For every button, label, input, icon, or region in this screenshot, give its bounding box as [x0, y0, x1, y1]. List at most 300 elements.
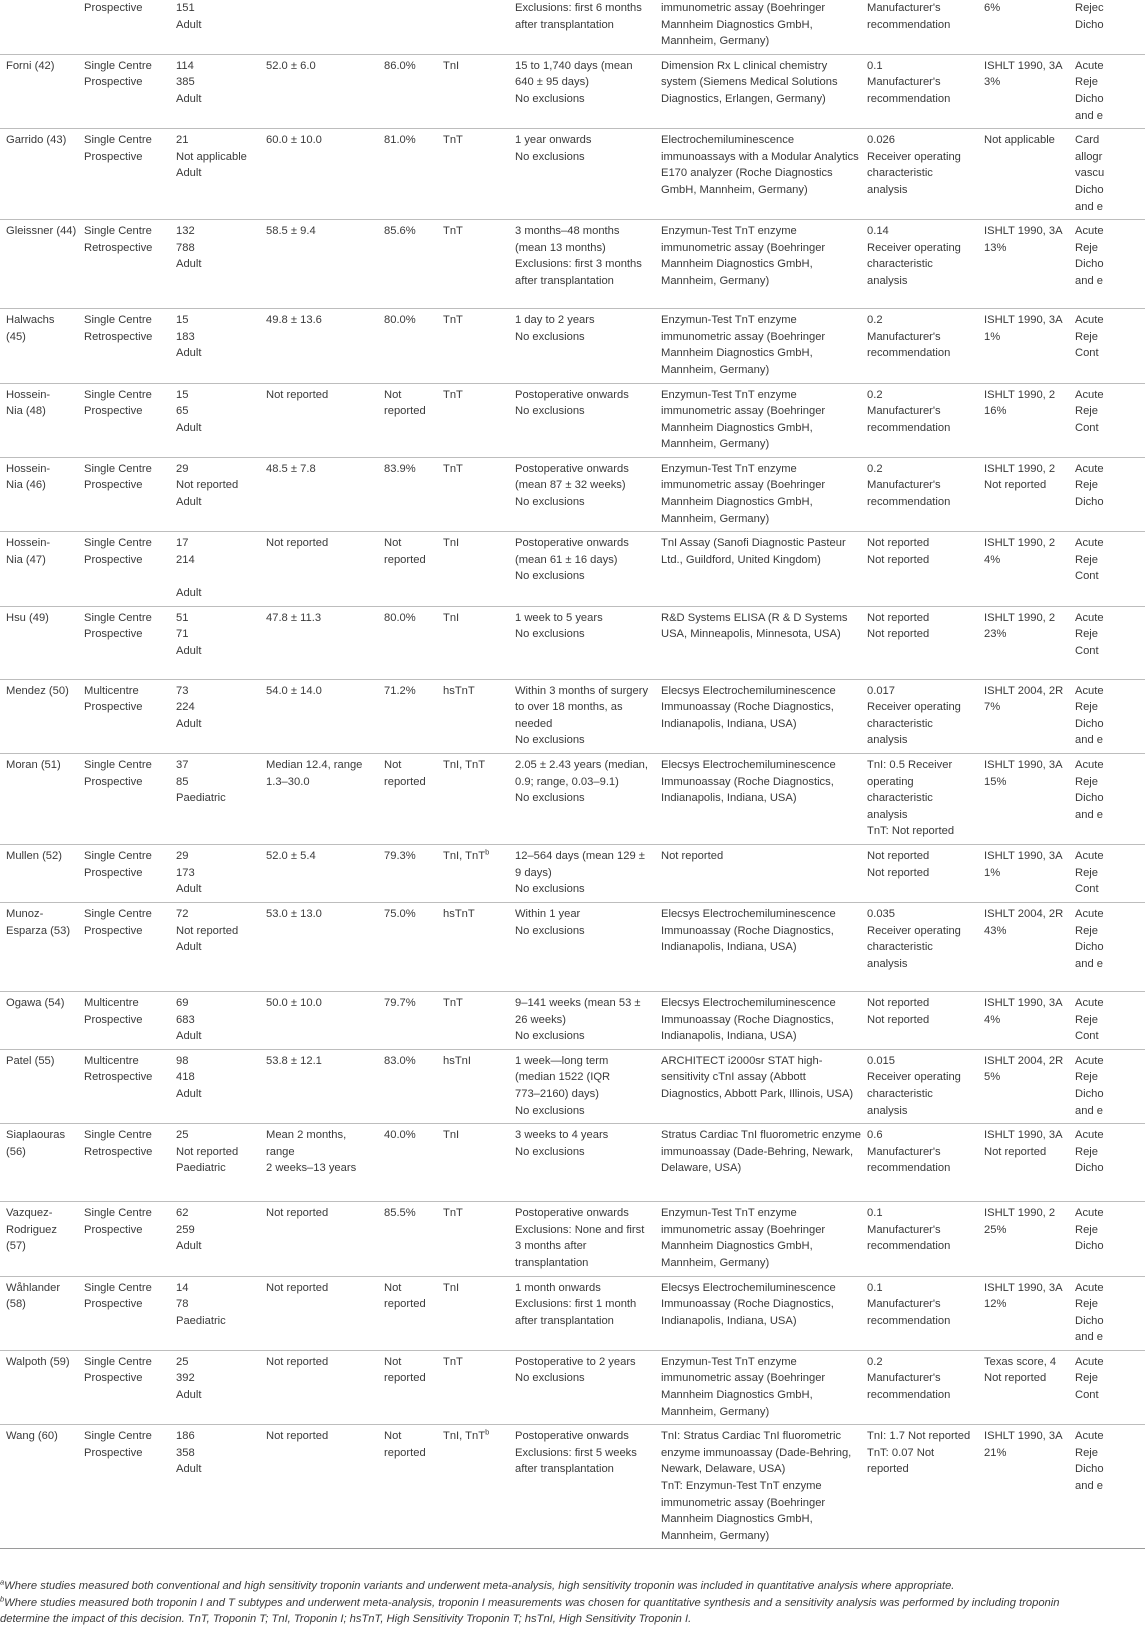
cell-line: Single Centre	[84, 759, 152, 771]
cell-line: Patel (55)	[6, 1054, 55, 1067]
cell-line: Hossein-	[6, 537, 51, 550]
cell-line: ISHLT 1990, 2	[984, 611, 1056, 624]
cell-line: Postoperative onwards	[515, 1430, 629, 1443]
cell-patients-samples	[170, 1276, 260, 1350]
cell-study	[0, 457, 78, 531]
cell-line: and e	[1075, 808, 1103, 821]
cell-assay	[655, 383, 861, 457]
cell-line: Acute	[1075, 684, 1104, 697]
cell-assay	[655, 457, 861, 531]
table-row	[0, 0, 1145, 54]
cell-troponin	[437, 1276, 509, 1350]
cell-line: ISHLT 1990, 2	[984, 537, 1056, 550]
cell-threshold	[861, 129, 978, 220]
cell-line: 50.0 ± 10.0	[266, 996, 322, 1009]
cell-line: 358	[176, 1446, 195, 1459]
cell-line: 0.015	[867, 1054, 895, 1067]
cell-line: Single Centre	[84, 537, 152, 550]
cell-line: ISHLT 1990, 2	[984, 462, 1056, 475]
cell-line: Not applicable	[984, 134, 1055, 147]
cell-line: 79.7%	[384, 996, 416, 1009]
cell-line: Acute	[1075, 1355, 1104, 1368]
cell-line: 12–564 days (mean 129 ±	[515, 849, 645, 862]
cell-outcome	[1069, 679, 1145, 753]
cell-study	[0, 0, 78, 54]
cell-design	[78, 1425, 170, 1549]
cell-line: Elecsys Electrochemiluminescence	[661, 759, 836, 771]
cell-line: 0.1	[867, 1281, 883, 1294]
cell-study	[0, 679, 78, 753]
cell-line: analysis	[867, 1104, 908, 1117]
cell-line: 26 weeks)	[515, 1013, 566, 1026]
cell-line: 214	[176, 553, 195, 566]
cell-line: Vazquez-	[6, 1207, 53, 1220]
cell-line: Single Centre	[84, 1281, 152, 1294]
table-row	[0, 383, 1145, 457]
cell-outcome	[1069, 220, 1145, 309]
cell-line: Not reported	[661, 849, 724, 862]
cell-male	[378, 844, 437, 902]
cell-patients-samples	[170, 309, 260, 383]
cell-design	[78, 1202, 170, 1276]
cell-line: 80.0%	[384, 611, 416, 624]
cell-line: 151	[176, 2, 195, 14]
cell-line: Texas score, 4	[984, 1355, 1057, 1368]
cell-line: Single Centre	[84, 849, 152, 862]
cell-outcome	[1069, 0, 1145, 54]
cell-line: 48.5 ± 7.8	[266, 462, 316, 475]
cell-male	[378, 1124, 437, 1202]
cell-line: Reje	[1075, 405, 1099, 418]
table-row	[0, 309, 1145, 383]
cell-line: characteristic	[867, 1087, 933, 1100]
cell-line: Adult	[176, 167, 202, 180]
cell-rejection	[978, 844, 1069, 902]
cell-line: Median 12.4, range	[266, 759, 363, 771]
cell-assay	[655, 129, 861, 220]
cell-line: TnT	[443, 1207, 463, 1220]
cell-line: Acute	[1075, 1430, 1104, 1443]
cell-line: 0.2	[867, 388, 883, 401]
cell-age	[260, 383, 378, 457]
cell-line: 14	[176, 1281, 189, 1294]
cell-line: and e	[1075, 734, 1103, 747]
cell-line: Mannheim Diagnostics GmbH,	[661, 1240, 813, 1253]
cell-line: Reje	[1075, 1223, 1099, 1236]
cell-line: Multicentre	[84, 684, 139, 697]
cell-outcome	[1069, 532, 1145, 606]
cell-line: 86.0%	[384, 59, 416, 72]
cell-line: analysis	[867, 734, 908, 747]
cell-line: reported	[384, 553, 426, 566]
cell-line: recommendation	[867, 1389, 951, 1402]
cell-line: Within 3 months of surgery	[515, 684, 649, 697]
cell-threshold	[861, 457, 978, 531]
cell-line: Paediatric	[176, 792, 226, 805]
cell-line: 3 weeks to 4 years	[515, 1129, 609, 1142]
cell-study	[0, 1276, 78, 1350]
cell-line: operating	[867, 775, 914, 788]
cell-line: Reje	[1075, 241, 1099, 254]
cell-rejection	[978, 1124, 1069, 1202]
cell-line: Stratus Cardiac TnI fluorometric enzyme	[661, 1129, 861, 1142]
cell-design	[78, 1276, 170, 1350]
cell-line: No exclusions	[515, 1104, 585, 1117]
cell-threshold	[861, 606, 978, 679]
cell-age	[260, 606, 378, 679]
cell-patients-samples	[170, 220, 260, 309]
cell-line: Paediatric	[176, 1314, 226, 1327]
cell-male	[378, 1049, 437, 1123]
cell-line: Not	[384, 1355, 402, 1368]
cell-line: Not reported	[984, 479, 1047, 492]
cell-line: ISHLT 1990, 3A	[984, 996, 1063, 1009]
cell-male	[378, 129, 437, 220]
table-row	[0, 1425, 1145, 1549]
cell-line: Exclusions: None and first	[515, 1223, 645, 1236]
cell-age	[260, 1425, 378, 1549]
cell-line: Reje	[1075, 1145, 1099, 1158]
cell-line: Mannheim, Germany)	[661, 1256, 770, 1269]
cell-line: Not	[384, 1430, 402, 1443]
cell-line: TnT: 0.07 Not	[867, 1446, 935, 1459]
cell-line: immunometric assay (Boehringer	[661, 1372, 826, 1385]
cell-line: 15	[176, 314, 189, 327]
cell-line: Mannheim, Germany)	[661, 274, 770, 287]
cell-rejection	[978, 220, 1069, 309]
cell-patients-samples	[170, 1425, 260, 1549]
cell-male	[378, 1202, 437, 1276]
cell-line: Adult	[176, 587, 202, 600]
cell-line: Garrido (43)	[6, 134, 67, 147]
cell-line: Dicho	[1075, 792, 1104, 805]
cell-study	[0, 902, 78, 991]
cell-troponin	[437, 1124, 509, 1202]
cell-line: Manufacturer's	[867, 479, 941, 492]
cell-line: Prospective	[84, 1298, 143, 1311]
cell-line: Indianapolis, Indiana, USA)	[661, 1314, 797, 1327]
cell-outcome	[1069, 129, 1145, 220]
cell-timing	[509, 991, 655, 1049]
cell-line: Prospective	[84, 775, 143, 788]
cell-line: No exclusions	[515, 150, 585, 163]
cell-line: TnI	[443, 59, 460, 72]
cell-line: 0.2	[867, 1355, 883, 1368]
cell-line: Not reported	[867, 628, 930, 641]
cell-line: Prospective	[84, 150, 143, 163]
cell-study	[0, 1049, 78, 1123]
cell-line: Hsu (49)	[6, 611, 49, 624]
cell-line: Adult	[176, 883, 202, 896]
cell-line: Mannheim Diagnostics GmbH,	[661, 1513, 813, 1526]
cell-line: 65	[176, 405, 189, 418]
cell-line: 52.0 ± 6.0	[266, 59, 316, 72]
table-row	[0, 679, 1145, 753]
cell-line: 640 ± 95 days)	[515, 76, 589, 89]
cell-threshold	[861, 754, 978, 845]
cell-line: Esparza (53)	[6, 924, 71, 937]
footnote-b	[0, 1595, 1145, 1612]
cell-line: Acute	[1075, 537, 1104, 550]
cell-outcome	[1069, 754, 1145, 845]
cell-line: Gleissner (44)	[6, 225, 77, 238]
cell-line: 132	[176, 225, 195, 238]
cell-line: Cont	[1075, 883, 1099, 896]
cell-male	[378, 1350, 437, 1424]
cell-threshold	[861, 1350, 978, 1424]
table-row	[0, 220, 1145, 309]
cell-line: 0.6	[867, 1129, 883, 1142]
cell-timing	[509, 532, 655, 606]
cell-line: recommendation	[867, 347, 951, 360]
cell-assay	[655, 844, 861, 902]
cell-line: Postoperative onwards	[515, 462, 629, 475]
cell-line: (mean 13 months)	[515, 241, 606, 254]
table-row	[0, 606, 1145, 679]
cell-assay	[655, 902, 861, 991]
cell-line: Cont	[1075, 644, 1099, 657]
cell-line: recommendation	[867, 1314, 951, 1327]
cell-timing	[509, 1202, 655, 1276]
cell-line: range	[266, 1145, 295, 1158]
cell-line: 15	[176, 388, 189, 401]
cell-threshold	[861, 844, 978, 902]
cell-line: ISHLT 2004, 2R	[984, 907, 1064, 920]
cell-line: Manufacturer's	[867, 1298, 941, 1311]
cell-line: Reje	[1075, 330, 1099, 343]
cell-assay	[655, 309, 861, 383]
cell-line: immunometric assay (Boehringer	[661, 1496, 826, 1509]
cell-line	[266, 0, 372, 17]
cell-line	[176, 568, 254, 585]
cell-male	[378, 606, 437, 679]
cell-rejection	[978, 1425, 1069, 1549]
cell-line: 392	[176, 1372, 195, 1385]
cell-assay	[655, 606, 861, 679]
table-row	[0, 532, 1145, 606]
cell-line: Not reported	[266, 1207, 329, 1220]
cell-age	[260, 1202, 378, 1276]
cell-line: Retrospective	[84, 1071, 153, 1084]
cell-line: Not	[384, 1281, 402, 1294]
cell-line: characteristic	[867, 258, 933, 271]
cell-line: Mean 2 months,	[266, 1129, 347, 1142]
cell-line: Hossein-	[6, 462, 51, 475]
cell-line: Dicho	[1075, 717, 1104, 730]
cell-line	[384, 0, 431, 17]
cell-line: Acute	[1075, 314, 1104, 327]
cell-line: No exclusions	[515, 883, 585, 896]
cell-male	[378, 1425, 437, 1549]
cell-line: R&D Systems ELISA (R & D Systems	[661, 611, 848, 624]
cell-line: Retrospective	[84, 1145, 153, 1158]
cell-patients-samples	[170, 1124, 260, 1202]
cell-line: analysis	[867, 183, 908, 196]
cell-study	[0, 383, 78, 457]
cell-line: 0.9; range, 0.03–9.1)	[515, 775, 619, 788]
cell-assay	[655, 1276, 861, 1350]
cell-line: Immunoassay (Roche Diagnostics,	[661, 775, 834, 788]
cell-line: Elecsys Electrochemiluminescence	[661, 907, 836, 920]
cell-rejection	[978, 0, 1069, 54]
cell-line: Electrochemiluminescence	[661, 134, 795, 147]
cell-line: TnI: Stratus Cardiac TnI fluorometric	[661, 1430, 842, 1443]
cell-line: Nia (47)	[6, 553, 46, 566]
cell-timing	[509, 754, 655, 845]
cell-line: Dicho	[1075, 1162, 1104, 1175]
footnote-b-ref: b	[485, 847, 490, 857]
cell-line: Acute	[1075, 907, 1104, 920]
cell-troponin	[437, 991, 509, 1049]
footnote-a-marker: a	[0, 1578, 5, 1587]
cell-line: Single Centre	[84, 1207, 152, 1220]
cell-line: Dicho	[1075, 1240, 1104, 1253]
cell-line: TnT: Enzymun-Test TnT enzyme	[661, 1480, 822, 1493]
cell-line: Indianapolis, Indiana, USA)	[661, 717, 797, 730]
cell-line: immunometric assay (Boehringer	[661, 479, 826, 492]
cell-patients-samples	[170, 754, 260, 845]
cell-outcome	[1069, 383, 1145, 457]
footnote-b-continued: determine the impact of this decision. TnT, Troponin T; TnI, Troponin I; hsTnT, High Sensitivity Troponin T; hsTnI, High Sensitivity Troponin I.	[0, 1613, 692, 1625]
cell-rejection	[978, 991, 1069, 1049]
cell-line: Dicho	[1075, 18, 1104, 31]
cell-age	[260, 0, 378, 54]
cell-outcome	[1069, 606, 1145, 679]
cell-line: 1 week to 5 years	[515, 611, 603, 624]
cell-line: ISHLT 1990, 2	[984, 1207, 1056, 1220]
cell-line: 0.2	[867, 462, 883, 475]
cell-rejection	[978, 383, 1069, 457]
cell-line: and e	[1075, 1480, 1103, 1493]
cell-line: 51	[176, 611, 189, 624]
cell-line: immunoassays with a Modular Analytics	[661, 150, 859, 163]
cell-line: (58)	[6, 1298, 26, 1311]
table-row	[0, 1276, 1145, 1350]
cell-line: Siaplaouras	[6, 1129, 66, 1142]
cell-threshold	[861, 1276, 978, 1350]
cell-line: TnI Assay (Sanofi Diagnostic Pasteur	[661, 537, 846, 550]
cell-line: Enzymun-Test TnT enzyme	[661, 1355, 797, 1368]
cell-line: (mean 87 ± 32 weeks)	[515, 479, 626, 492]
cell-line: Adult	[176, 421, 202, 434]
cell-design	[78, 0, 170, 54]
cell-line: 0.14	[867, 225, 889, 238]
cell-line: (56)	[6, 1145, 26, 1158]
cell-age	[260, 991, 378, 1049]
cell-line: Prospective	[84, 1446, 143, 1459]
cell-line: hsTnT	[443, 907, 475, 920]
footnote-b-text: Where studies measured both troponin I and T subtypes and underwent meta-analysis, troponin I measurements was chosen for quantitative synthesis and a sensitivity analysis was performed by including troponin	[4, 1596, 1060, 1609]
cell-line: Prospective	[84, 553, 143, 566]
cell-line: Mannheim, Germany)	[661, 512, 770, 525]
cell-troponin	[437, 844, 509, 902]
cell-line: TnT	[443, 134, 463, 147]
cell-study	[0, 754, 78, 845]
cell-troponin	[437, 606, 509, 679]
cell-line: 3 months after	[515, 1240, 587, 1253]
cell-line: Munoz-	[6, 907, 44, 920]
cell-line: Receiver operating	[867, 150, 961, 163]
cell-timing	[509, 220, 655, 309]
cell-outcome	[1069, 309, 1145, 383]
cell-line: Not reported	[984, 1372, 1047, 1385]
cell-line: Manufacturer's	[867, 1223, 941, 1236]
cell-line: Not reported	[266, 1430, 329, 1443]
cell-line: No exclusions	[515, 1145, 585, 1158]
cell-line: ARCHITECT i2000sr STAT high-	[661, 1054, 823, 1067]
cell-patients-samples	[170, 991, 260, 1049]
cell-line: 25	[176, 1355, 189, 1368]
cell-line: 2 weeks–13 years	[266, 1162, 357, 1175]
cell-line: Adult	[176, 1463, 202, 1476]
cell-line: after transplantation	[515, 274, 614, 287]
cell-line: TnT: Not reported	[867, 825, 955, 838]
cell-line: 73	[176, 684, 189, 697]
cell-line: 29	[176, 462, 189, 475]
cell-design	[78, 309, 170, 383]
cell-line: and e	[1075, 200, 1103, 213]
cell-line: 4%	[984, 1013, 1001, 1026]
cell-line: recommendation	[867, 1240, 951, 1253]
cell-line	[443, 0, 503, 17]
cell-line: Paediatric	[176, 1162, 226, 1175]
cell-threshold	[861, 532, 978, 606]
cell-line: Indianapolis, Indiana, USA)	[661, 1030, 797, 1043]
cell-line: analysis	[867, 808, 908, 821]
cell-line: 0.2	[867, 314, 883, 327]
cell-line: TnT	[443, 462, 463, 475]
table-row	[0, 457, 1145, 531]
cell-line: TnI	[443, 1129, 460, 1142]
cell-line: 47.8 ± 11.3	[266, 611, 322, 624]
cell-rejection	[978, 1350, 1069, 1424]
cell-line: Prospective	[84, 479, 143, 492]
cell-line: Dimension Rx L clinical chemistry	[661, 59, 828, 72]
cell-patients-samples	[170, 1049, 260, 1123]
cell-line: needed	[515, 717, 553, 730]
cell-male	[378, 220, 437, 309]
cell-line: Adult	[176, 1240, 202, 1253]
cell-troponin	[437, 754, 509, 845]
cell-line: Not reported	[176, 924, 239, 937]
cell-line: Mannheim Diagnostics GmbH,	[661, 258, 813, 271]
table-row	[0, 129, 1145, 220]
cell-line: Hossein-	[6, 388, 51, 401]
cell-study	[0, 1425, 78, 1549]
cell-line: ISHLT 1990, 3A	[984, 849, 1063, 862]
cell-line	[6, 0, 72, 17]
cell-line: TnI	[443, 537, 460, 550]
cell-line: 773–2160) days)	[515, 1087, 599, 1100]
cell-line: TnI, TnT$^b$	[443, 847, 490, 862]
cell-line: No exclusions	[515, 734, 585, 747]
cell-patients-samples	[170, 679, 260, 753]
cell-line: Wang (60)	[6, 1430, 58, 1443]
cell-line: Diagnostics, Abbott Park, Illinois, USA)	[661, 1087, 854, 1100]
cell-assay	[655, 679, 861, 753]
cell-timing	[509, 1049, 655, 1123]
cell-design	[78, 679, 170, 753]
cell-design	[78, 532, 170, 606]
cell-line: No exclusions	[515, 628, 585, 641]
cell-line: ISHLT 1990, 3A	[984, 59, 1063, 72]
cell-line: E170 analyzer (Roche Diagnostics	[661, 167, 833, 180]
cell-line: 0.017	[867, 684, 895, 697]
cell-line: system (Siemens Medical Solutions	[661, 76, 838, 89]
cell-design	[78, 383, 170, 457]
cell-troponin	[437, 1049, 509, 1123]
cell-male	[378, 532, 437, 606]
